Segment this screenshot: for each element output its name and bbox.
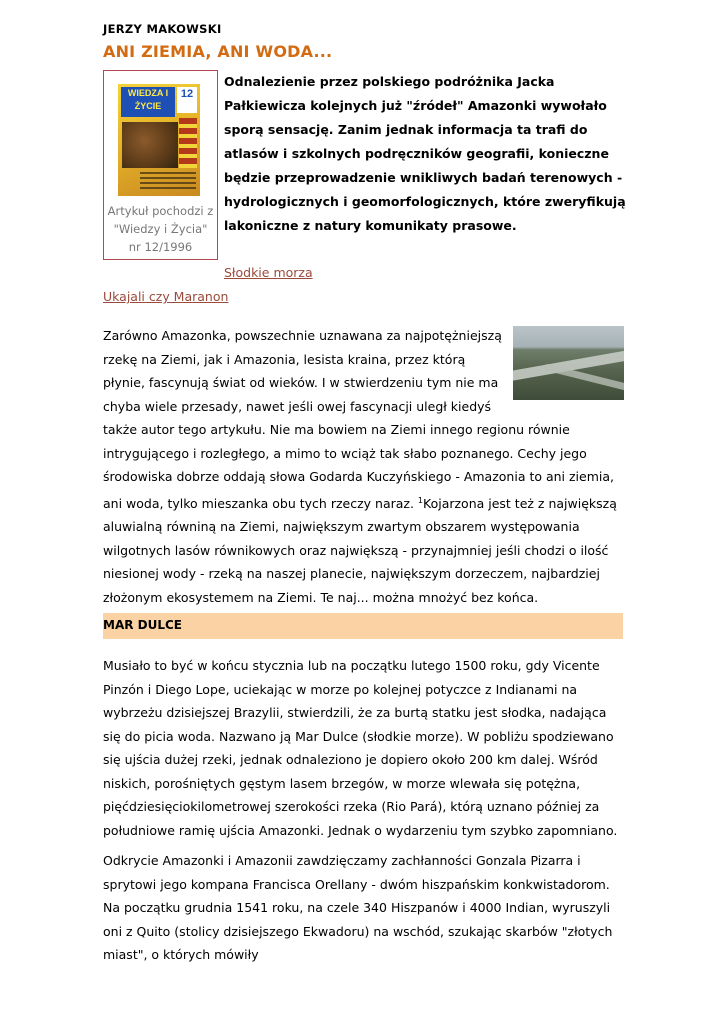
cover-masthead: WIEDZA I ŻYCIE [121,87,175,117]
body-paragraph: Odkrycie Amazonki i Amazonii zawdzięczamy zachłanności Gonzala Pizarra i sprytowi jego kompana Francisca Orellany - dwóm hiszpańskim konkwistadorom. Na początku grudnia 1541 roku, na czele 340 Hiszpanów i 4000 Indian, wyruszyli oni z Quito (stolicy dzisiejszego Ekwadoru) na wschód, szukając skarbów "złotych miast", o których mówiły [103,853,613,962]
link-ukajali-czy-maranon[interactable]: Ukajali czy Maranon [103,289,229,304]
photo-river [513,348,624,382]
source-caption [104,202,217,256]
intro-body [103,324,624,609]
caption-line: nr 12/1996 [128,240,193,254]
caption-line: "Wiedzy i Życia" [113,222,208,236]
discovery-section [103,849,624,967]
amazon-river-photo [513,326,624,400]
footnote-ref[interactable]: 1 [417,495,423,505]
section-heading-band [103,613,623,639]
mar-dulce-section [103,654,624,842]
article-header [103,22,626,304]
paragraph-text: Kojarzona jest też z największą aluwialną równiną na Ziemi, największym zwartym obszarem występowania wilgotnych lasów równikowych oraz największą - przynajmniej jeśli chodzi o ilość niesionej wody - rzeką na naszej planecie, największym dorzeczem, najbardziej złożonym ekosystemem na Ziemi. Te naj... można mnożyć bez końca. [103,495,617,605]
body-paragraph: Musiało to być w końcu stycznia lub na początku lutego 1500 roku, gdy Vicente Pinzón i Diego Lope, uciekając w morze po kolejnej potyczce z Indianami na wybrzeżu dzisiejszej Brazylii, stwierdzili, że za burtą statku jest słodka, nadająca się do picia woda. Nazwano ją Mar Dulce (słodkie morze). W pobliżu spodziewano się ujścia dużej rzeki, jednak odnaleziono je dopiero około 200 km dalej. Wśród niskich, porośniętych gęstym lasem brzegów, w morze wlewała się potężna, pięćdziesięciokilometrowej szerokości rzeka (Rio Pará), którą uznano później za południowe ramię ujścia Amazonki. Jednak o wydarzeniu tym szybko zapomniano. [103,658,618,838]
intro-section [103,70,626,304]
lead-paragraph: Odnalezienie przez polskiego podróżnika Jacka Pałkiewicza kolejnych już "źródeł" Amazonki wywołało sporą sensację. Zanim jednak informacja ta trafi do atlasów i szkolnych podręczników geografii, konieczne będzie przeprowadzenie wnikliwych badań terenowych - hydrologicznych i geomorfologicznych, które zweryfikują lakoniczne z natury komunikaty prasowe. [224,74,626,233]
paragraph-text: Zarówno Amazonka, powszechnie uznawana za najpotężniejszą rzekę na Ziemi, jak i Amazonia, lesista kraina, przez którą płynie, fascynują świat od wieków. I w stwierdzeniu tym nie ma chyba wiele przesady, nawet jeśli owej fascynacji uległ kiedyś także autor tego artykułu. Nie ma bowiem na Ziemi innego regionu równie intrygującego i rozległego, a mimo to wciąż tak słabo poznanego. Cechy jego środowiska dobrze oddają słowa Godarda Kuczyńskiego - Amazonia to ani ziemia, ani woda, tylko mieszanka obu tych rzeczy naraz. [103,328,615,511]
source-box [103,70,218,260]
section-heading: MAR DULCE [103,618,183,632]
author-name: JERZY MAKOWSKI [103,22,222,36]
cover-text-lines [140,172,196,192]
cover-sidebar [179,118,197,168]
caption-line: Artykuł pochodzi z [107,204,214,218]
cover-photo [122,122,178,168]
magazine-cover-image [118,84,200,196]
article-title: ANI ZIEMIA, ANI WODA... [103,42,333,61]
cover-issue-number: 12 [177,87,197,113]
link-slodkie-morza[interactable]: Słodkie morza [224,265,313,280]
